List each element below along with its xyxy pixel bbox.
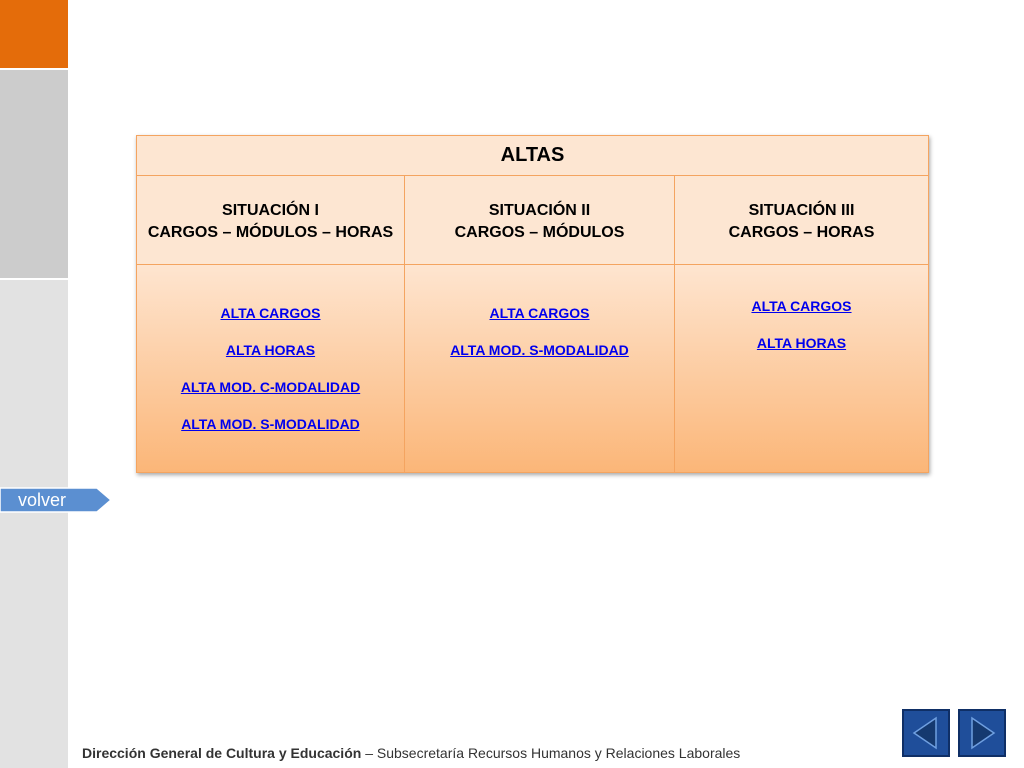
- situation-2-links: [405, 265, 675, 472]
- situation-3-header: [675, 176, 928, 264]
- footer-dept: Subsecretaría Recursos Humanos y Relaciones Laborales: [376, 745, 741, 761]
- situation-3-links: [675, 265, 928, 472]
- triangle-left-icon: [902, 709, 950, 757]
- next-slide-button[interactable]: [958, 709, 1006, 757]
- table-title: ALTAS: [137, 136, 928, 176]
- sidebar-band-mid: [0, 70, 68, 278]
- link-alta-mod-s-modalidad[interactable]: ALTA MOD. S-MODALIDAD: [181, 416, 360, 432]
- situation-2-subtitle: CARGOS – MÓDULOS: [454, 224, 625, 241]
- link-alta-cargos[interactable]: ALTA CARGOS: [489, 305, 590, 321]
- previous-slide-button[interactable]: [902, 709, 950, 757]
- situation-1-links: [137, 265, 405, 472]
- situation-1-title: SITUACIÓN I: [222, 202, 319, 219]
- volver-button[interactable]: [0, 487, 112, 513]
- footer: [82, 745, 740, 761]
- volver-label: volver: [18, 490, 67, 510]
- situation-3-subtitle: CARGOS – HORAS: [728, 224, 875, 241]
- situation-1-header: [137, 176, 405, 264]
- footer-separator: –: [361, 745, 377, 761]
- situation-3-title: SITUACIÓN III: [748, 202, 855, 219]
- link-alta-mod-c-modalidad[interactable]: ALTA MOD. C-MODALIDAD: [180, 379, 361, 395]
- situation-1-subtitle: CARGOS – MÓDULOS – HORAS: [147, 224, 394, 241]
- accent-bar: [0, 0, 68, 68]
- altas-table: [136, 135, 929, 473]
- sidebar-band-low: [0, 280, 68, 768]
- link-alta-horas[interactable]: ALTA HORAS: [756, 335, 847, 351]
- triangle-right-icon: [958, 709, 1006, 757]
- footer-org: Dirección General de Cultura y Educación: [82, 745, 362, 761]
- link-alta-horas[interactable]: ALTA HORAS: [225, 342, 316, 358]
- links-row: [137, 265, 928, 472]
- situation-2-title: SITUACIÓN II: [488, 202, 591, 219]
- link-alta-cargos[interactable]: ALTA CARGOS: [220, 305, 321, 321]
- situation-2-header: [405, 176, 675, 264]
- situation-header-row: [137, 176, 928, 265]
- link-alta-mod-s-modalidad[interactable]: ALTA MOD. S-MODALIDAD: [450, 342, 629, 358]
- link-alta-cargos[interactable]: ALTA CARGOS: [751, 298, 852, 314]
